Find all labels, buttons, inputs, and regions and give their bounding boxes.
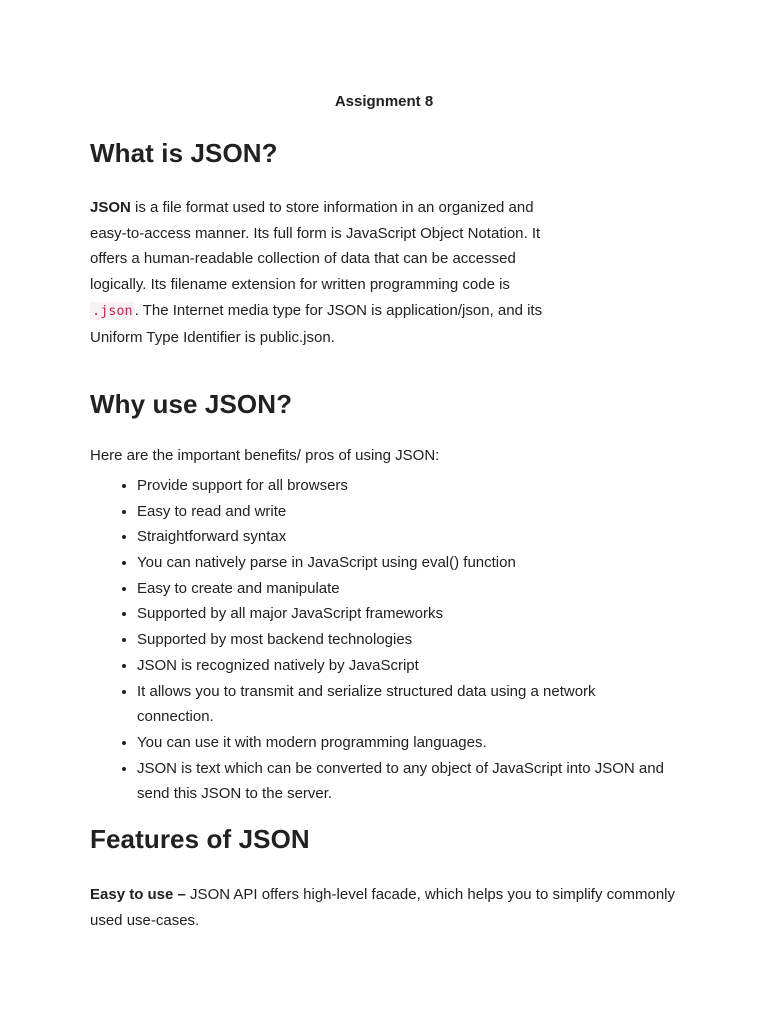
list-item: • Easy to create and manipulate (137, 576, 672, 602)
list-item: • JSON is recognized natively by JavaScript (137, 653, 672, 679)
paragraph-line (90, 298, 710, 325)
benefits-intro: Here are the important benefits/ pros of using JSON: (90, 447, 440, 465)
document-title: Assignment 8 (334, 93, 434, 110)
heading-what-is-json: What is JSON? (90, 138, 278, 168)
paragraph-line: easy-to-access manner. Its full form is JavaScript Object Notation. It (90, 224, 541, 242)
list-item: • Easy to read and write (137, 499, 672, 525)
list-item: • It allows you to transmit and serialize structured data using a network connection. (137, 679, 672, 730)
list-item: • You can natively parse in JavaScript using eval() function (137, 550, 672, 576)
list-item: • You can use it with modern programming languages. (137, 730, 672, 756)
paragraph-text: . The Internet media type for JSON is application/json, and its (134, 301, 543, 319)
list-item: • Supported by all major JavaScript frameworks (137, 601, 672, 627)
list-item: • JSON is text which can be converted to any object of JavaScript into JSON and send this JSON to the server. (137, 756, 672, 807)
list-item: • Straightforward syntax (137, 524, 672, 550)
heading-why-use-json: Why use JSON? (90, 389, 293, 420)
bold-term-easy-to-use: Easy to use – (90, 886, 186, 904)
paragraph-line: logically. Its filename extension for written programming code is (90, 276, 510, 294)
benefits-list (90, 473, 672, 807)
what-is-json-paragraph (90, 195, 710, 350)
paragraph-line (90, 195, 710, 221)
paragraph-line: Uniform Type Identifier is public.json. (90, 328, 335, 346)
paragraph-line: offers a human-readable collection of data that can be accessed (90, 250, 516, 268)
bold-term-json: JSON (90, 199, 131, 216)
heading-features-of-json: Features of JSON (90, 824, 310, 855)
list-item: • Provide support for all browsers (137, 473, 672, 499)
features-paragraph (90, 882, 690, 933)
list-item: • Supported by most backend technologies (137, 627, 672, 653)
paragraph-text: is a file format used to store information in an organized and (130, 199, 534, 216)
paragraph-text: JSON API offers high-level facade, which helps you to simplify commonly used use-cases. (90, 886, 675, 929)
code-json-extension: .json (92, 302, 133, 319)
